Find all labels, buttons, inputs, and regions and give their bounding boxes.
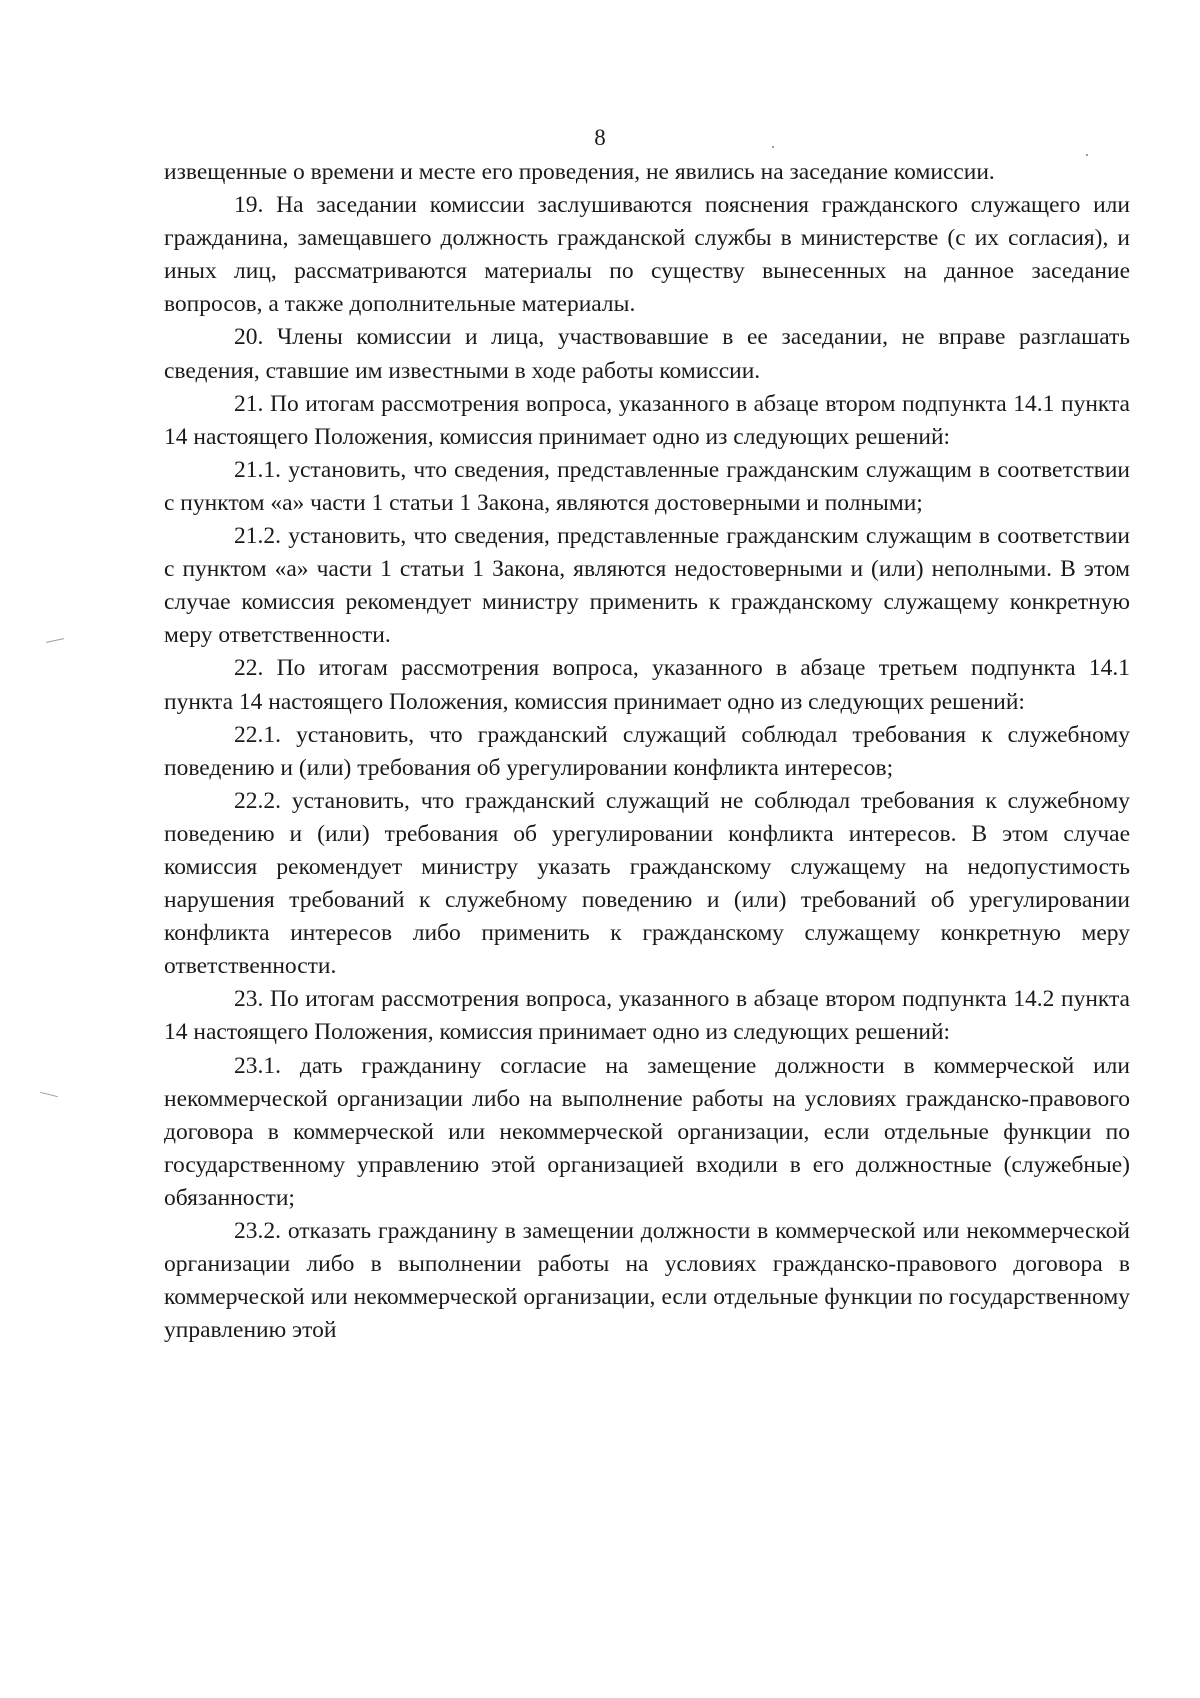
paragraph-22-2: 22.2. установить, что гражданский служащий не соблюдал требования к служебному поведению и (или) требования об урегулировании конфликта интересов. В этом случае комиссия рекомендует министру указать гражданскому служащему на недопустимость нарушения требований к служебному поведению и (или) требований об урегулировании конфликта интересов либо применить к гражданскому служащему конкретную меру ответственности. (164, 787, 1130, 980)
scan-mark (1086, 154, 1088, 156)
paragraph-19: 19. На заседании комиссии заслушиваются пояснения гражданского служащего или гражданина, замещавшего должность гражданской службы в министерстве (с их согласия), и иных лиц, рассматриваются материалы по существу вынесенных на данное заседание вопросов, а также дополнительные материалы. (164, 192, 1130, 318)
paragraph-22-1: 22.1. установить, что гражданский служащий соблюдал требования к служебному поведению и (или) требования об урегулировании конфликта интересов; (164, 721, 1130, 781)
scan-mark (46, 638, 64, 643)
paragraph-23-2: 23.2. отказать гражданину в замещении должности в коммерческой или некоммерческой организации либо в выполнении работы на условиях гражданско-правового договора в коммерческой или некоммерческой организации, если отдельные функции по государственному управлению этой (164, 1218, 1130, 1344)
paragraph-21-2: 21.2. установить, что сведения, представленные гражданским служащим в соответствии с пунктом «а» части 1 статьи 1 Закона, являются недостоверными и (или) неполными. В этом случае комиссия рекомендует министру применить к гражданскому служащему конкретную меру ответственности. (164, 523, 1130, 649)
paragraph-23: 23. По итогам рассмотрения вопроса, указанного в абзаце втором подпункта 14.2 пункта 14 настоящего Положения, комиссия принимает одно из следующих решений: (164, 986, 1130, 1046)
scan-mark (772, 146, 774, 148)
paragraph: извещенные о времени и месте его проведения, не явились на заседание комиссии. (164, 159, 995, 185)
document-body (164, 156, 1130, 1347)
paragraph-21: 21. По итогам рассмотрения вопроса, указанного в абзаце втором подпункта 14.1 пункта 14 настоящего Положения, комиссия принимает одно из следующих решений: (164, 390, 1130, 450)
scan-mark (40, 1092, 58, 1097)
paragraph-22: 22. По итогам рассмотрения вопроса, указанного в абзаце третьем подпункта 14.1 пункта 14 настоящего Положения, комиссия принимает одно из следующих решений: (164, 655, 1130, 715)
paragraph-20: 20. Члены комиссии и лица, участвовавшие в ее заседании, не вправе разглашать сведения, ставшие им известными в ходе работы комиссии. (164, 324, 1130, 384)
page-number: 8 (594, 125, 606, 150)
paragraph-21-1: 21.1. установить, что сведения, представленные гражданским служащим в соответствии с пунктом «а» части 1 статьи 1 Закона, являются достоверными и полными; (164, 456, 1130, 516)
paragraph-23-1: 23.1. дать гражданину согласие на замещение должности в коммерческой или некоммерческой организации либо на выполнение работы на условиях гражданско-правового договора в коммерческой или некоммерческой организации, если отдельные функции по государственному управлению этой организацией входили в его должностные (служебные) обязанности; (164, 1052, 1130, 1211)
